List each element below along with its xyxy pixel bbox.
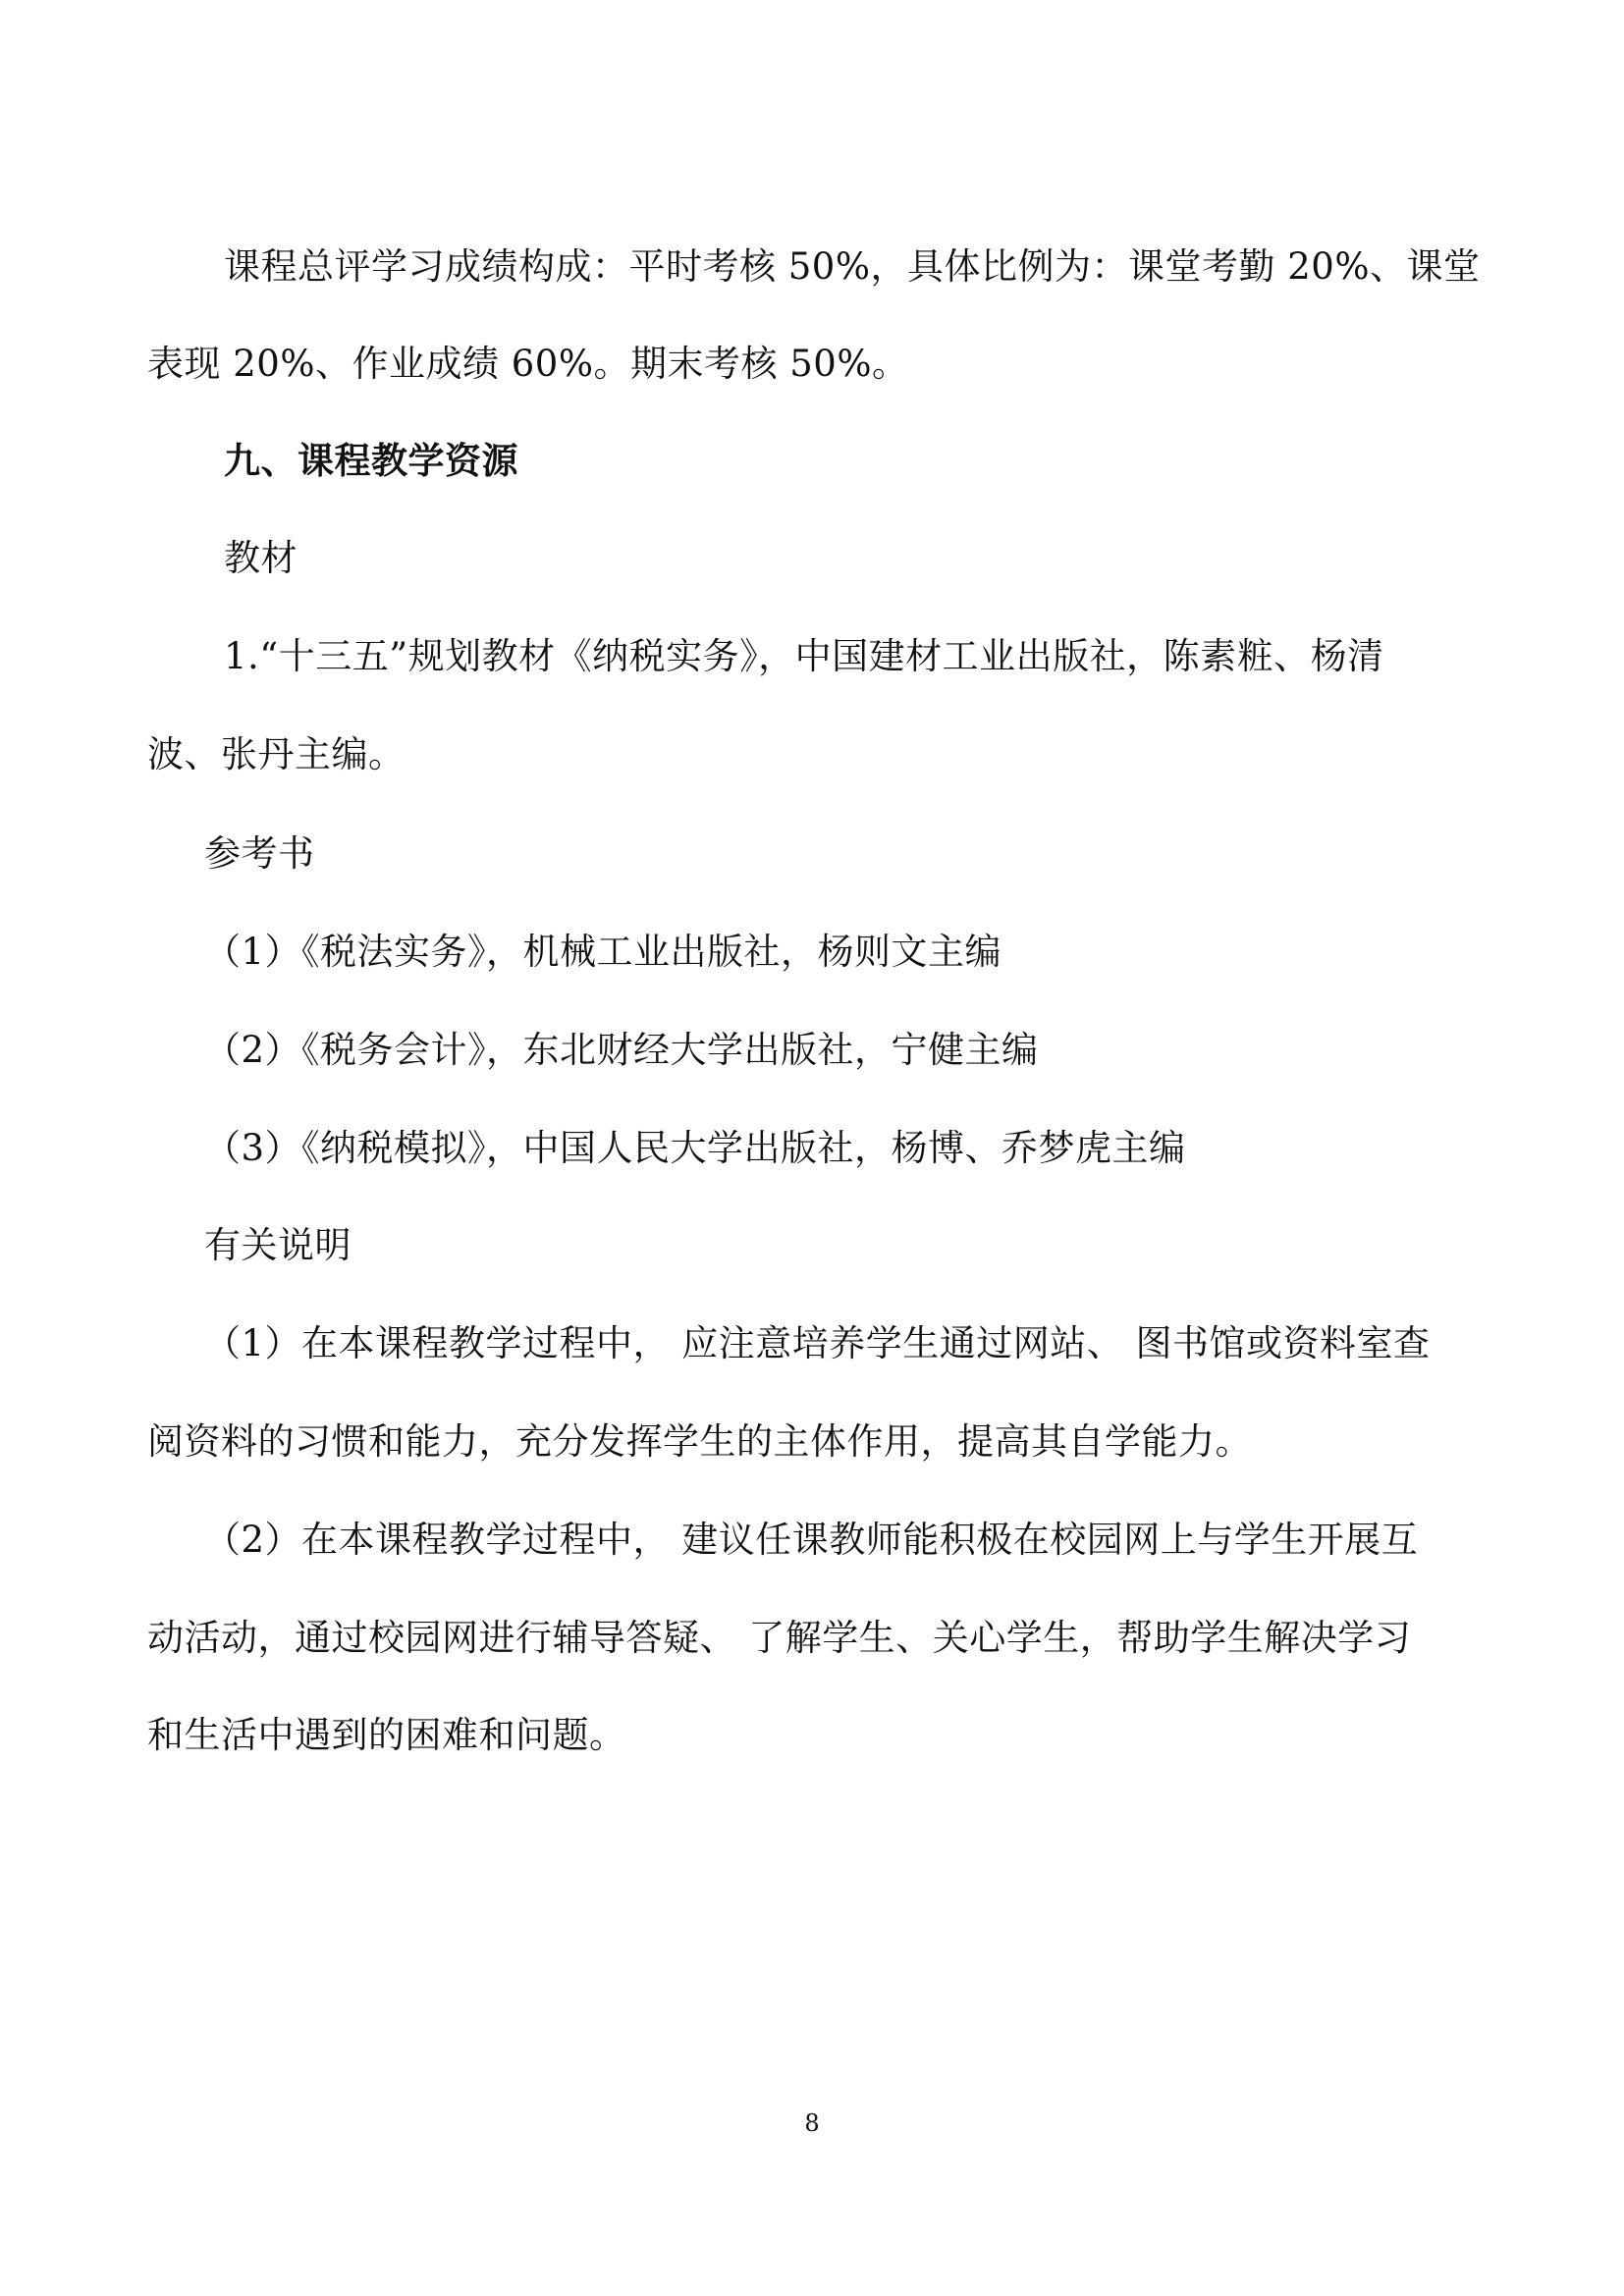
reference-item-3: （3）《纳税模拟》，中国人民大学出版社，杨博、乔梦虎主编: [204, 1127, 1186, 1169]
note-2-line-1: （2）在本课程教学过程中， 建议任课教师能积极在校园网上与学生开展互: [204, 1519, 1419, 1561]
paragraph-grading-line-2: 表现 20%、作业成绩 60%。期末考核 50%。: [147, 343, 909, 385]
note-1-line-2: 阅资料的习惯和能力，充分发挥学生的主体作用，提高其自学能力。: [147, 1420, 1252, 1463]
reference-item-2: （2）《税务会计》，东北财经大学出版社，宁健主编: [204, 1029, 1039, 1071]
subheading-textbook: 教材: [224, 537, 298, 579]
textbook-line-1: 1.“十三五”规划教材《纳税实务》，中国建材工业出版社，陈素粧、杨清: [224, 635, 1384, 677]
section-heading: 九、课程教学资源: [224, 439, 518, 482]
paragraph-grading-line-1: 课程总评学习成绩构成：平时考核 50%，具体比例为：课堂考勤 20%、课堂: [224, 245, 1481, 288]
subheading-notes: 有关说明: [204, 1224, 352, 1266]
note-2-line-3: 和生活中遇到的困难和问题。: [147, 1714, 626, 1756]
page-number: 8: [804, 2109, 820, 2137]
subheading-references: 参考书: [204, 832, 315, 875]
note-1-line-1: （1）在本课程教学过程中， 应注意培养学生通过网站、 图书馆或资料室查: [204, 1322, 1431, 1364]
textbook-line-2: 波、张丹主编。: [147, 733, 406, 775]
reference-item-1: （1）《税法实务》，机械工业出版社，杨则文主编: [204, 931, 1002, 973]
note-2-line-2: 动活动，通过校园网进行辅导答疑、 了解学生、关心学生，帮助学生解决学习: [147, 1617, 1412, 1659]
